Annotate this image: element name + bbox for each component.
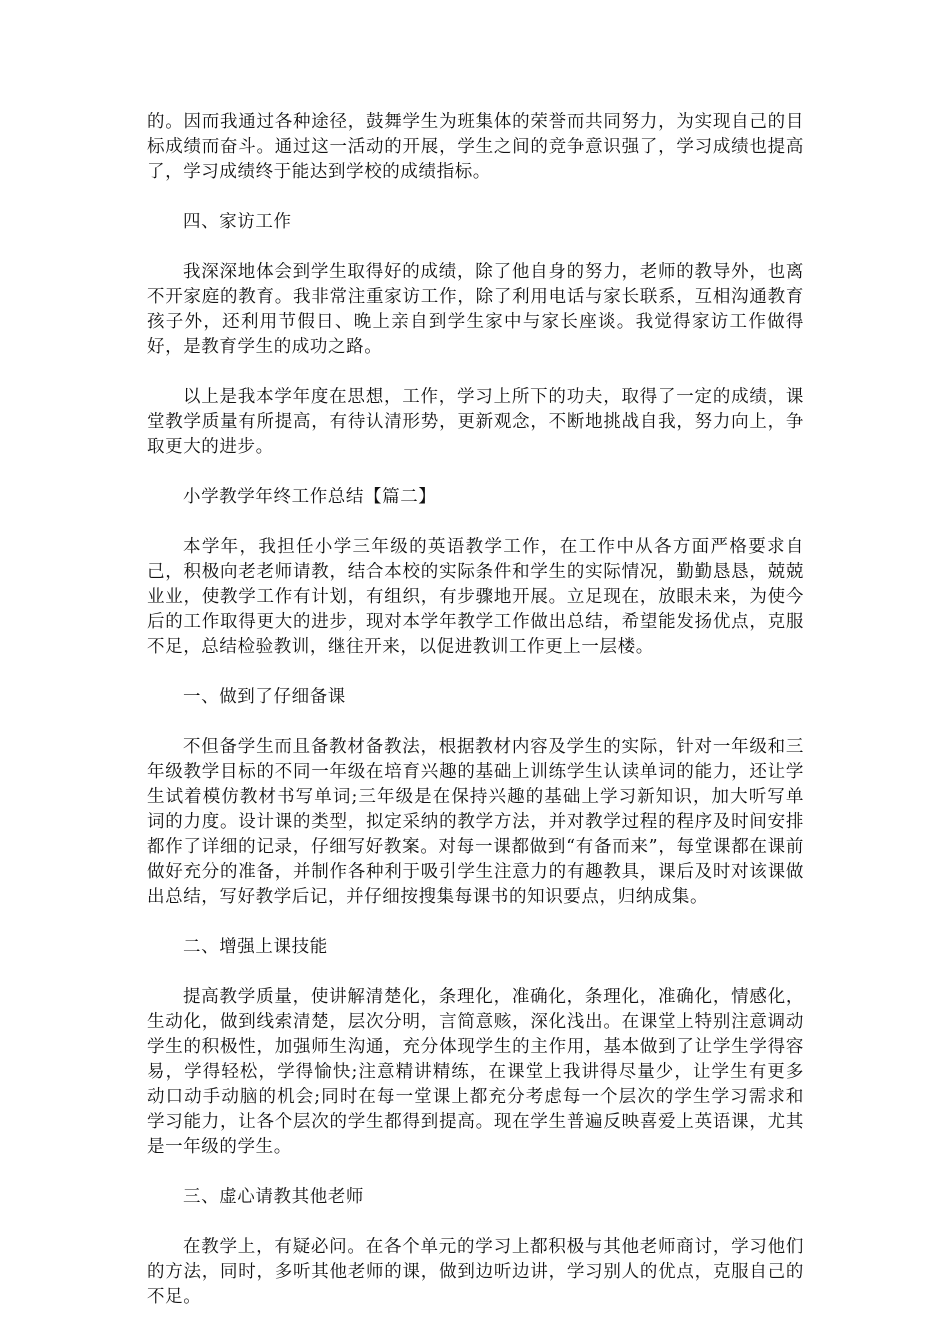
section-heading-teaching-skills: 二、增强上课技能 — [183, 937, 328, 957]
paragraph-intro-part-two: 本学年，我担任小学三年级的英语教学工作，在工作中从各方面严格要求自己，积极向老老师请教，结合本校的实际条件和学生的实际情况，勤勤恳恳，兢兢业业，使教学工作有计划，有组织，有步骤地开展。立足现在，放眼未来，为使今后的工作取得更大的进步，现对本学年教学工作做出总结，希望能发扬优点，克服不足，总结检验教训，继往开来，以促进教训工作更上一层楼。 — [147, 537, 804, 657]
paragraph-lesson-prep: 不但备学生而且备教材备教法，根据教材内容及学生的实际，针对一年级和三年级教学目标的不同一年级在培育兴趣的基础上训练学生认读单词的能力，还让学生试着模仿教材书写单词;三年级是在保持兴趣的基础上学习新知识，加大听写单词的力度。设计课的类型，拟定采纳的教学方法，并对教学过程的程序及时间安排都作了详细的记录，仔细写好教案。对每一课都做到“有备而来”，每堂课都在课前做好充分的准备，并制作各种利于吸引学生注意力的有趣教具，课后及时对该课做出总结，写好教学后记，并仔细按搜集每课书的知识要点，归纳成集。 — [147, 737, 804, 907]
section-heading-home-visits: 四、家访工作 — [183, 212, 292, 232]
paragraph-continuation: 的。因而我通过各种途径，鼓舞学生为班集体的荣誉而共同努力，为实现自己的目标成绩而奋斗。通过这一活动的开展，学生之间的竞争意识强了，学习成绩也提高了，学习成绩终于能达到学校的成绩指标。 — [147, 112, 804, 182]
section-heading-consult-teachers: 三、虚心请教其他老师 — [183, 1187, 364, 1207]
paragraph-consult-teachers: 在教学上，有疑必问。在各个单元的学习上都积极与其他老师商讨，学习他们的方法，同时，多听其他老师的课，做到边听边讲，学习别人的优点，克服自己的不足。 — [147, 1237, 804, 1307]
document-page — [147, 110, 804, 1335]
article-title-part-two: 小学教学年终工作总结【篇二】 — [183, 487, 437, 507]
paragraph-teaching-skills: 提高教学质量，使讲解清楚化，条理化，准确化，条理化，准确化，情感化，生动化，做到线索清楚，层次分明，言简意赅，深化浅出。在课堂上特别注意调动学生的积极性，加强师生沟通，充分体现学生的主作用，基本做到了让学生学得容易，学得轻松，学得愉快;注意精讲精练，在课堂上我讲得尽量少，让学生有更多动口动手动脑的机会;同时在每一堂课上都充分考虑每一个层次的学生学习需求和学习能力，让各个层次的学生都得到提高。现在学生普遍反映喜爱上英语课，尤其是一年级的学生。 — [147, 987, 804, 1157]
section-heading-lesson-prep: 一、做到了仔细备课 — [183, 687, 346, 707]
paragraph-summary: 以上是我本学年度在思想，工作，学习上所下的功夫，取得了一定的成绩，课堂教学质量有所提高，有待认清形势，更新观念，不断地挑战自我，努力向上，争取更大的进步。 — [147, 387, 804, 457]
paragraph-home-visits: 我深深地体会到学生取得好的成绩，除了他自身的努力，老师的教导外，也离不开家庭的教育。我非常注重家访工作，除了利用电话与家长联系，互相沟通教育孩子外，还利用节假日、晚上亲自到学生家中与家长座谈。我觉得家访工作做得好，是教育学生的成功之路。 — [147, 262, 804, 357]
